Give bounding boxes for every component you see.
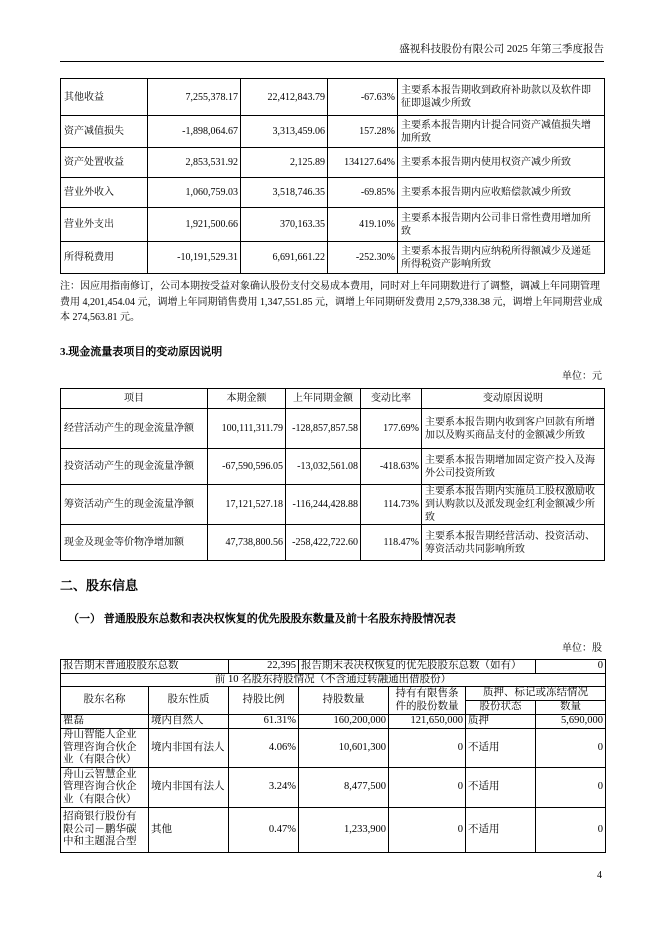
income-reason-cell: 主要系本报告期内应收赔偿款减少所致 bbox=[398, 178, 605, 208]
cashflow-item-cell: 经营活动产生的现金流量净额 bbox=[61, 409, 208, 449]
shareholder-name-cell: 招商银行股份有限公司－鹏华碳中和主题混合型 bbox=[61, 808, 149, 853]
income-item-cell: 所得税费用 bbox=[61, 242, 148, 274]
shareholder-unit-label: 单位：股 bbox=[562, 643, 602, 654]
shareholder-section-title: 二、股东信息 bbox=[60, 578, 139, 593]
income-row bbox=[61, 208, 605, 242]
income-current-cell: 1,921,500.66 bbox=[148, 208, 241, 242]
income-previous-cell: 22,412,843.79 bbox=[241, 79, 328, 116]
income-change-cell: -67.63% bbox=[328, 79, 398, 116]
shareholder-name-cell: 舟山云智慧企业管理咨询合伙企业（有限合伙） bbox=[61, 768, 149, 808]
shareholder-status-cell: 不适用 bbox=[466, 729, 536, 768]
pledge-header: 质押、标记或冻结情况 bbox=[466, 687, 606, 701]
shareholder-table-body bbox=[61, 660, 606, 853]
income-row bbox=[61, 242, 605, 274]
cashflow-change-cell: 177.69% bbox=[361, 409, 422, 449]
shareholder-row bbox=[61, 808, 606, 853]
income-current-cell: 1,060,759.03 bbox=[148, 178, 241, 208]
cashflow-change-table bbox=[60, 388, 605, 561]
income-change-cell: -69.85% bbox=[328, 178, 398, 208]
shareholder-nature-cell: 境内非国有法人 bbox=[149, 768, 229, 808]
shareholder-ratio-cell: 61.31% bbox=[229, 715, 299, 729]
cashflow-reason-cell: 主要系本报告期内实施员工股权激励收到认购款以及派发现金红利金额减少所致 bbox=[422, 485, 605, 525]
income-reason-cell: 主要系本报告期收到政府补助款以及软件即征即退减少所致 bbox=[398, 79, 605, 116]
cashflow-current-cell: 47,738,800.56 bbox=[208, 525, 286, 561]
common-holder-count-value: 22,395 bbox=[229, 660, 299, 674]
top10-title: 前 10 名股东持股情况（不含通过转融通出借股份） bbox=[61, 673, 606, 687]
cashflow-item-header: 项目 bbox=[61, 389, 208, 409]
adjustment-note: 注：因应用指南修订，公司本期按受益对象确认股份支付交易成本费用，同时对上年同期数进行了调整，调减上年同期管理费用 4,201,454.04 元，调增上年同期销售费用 1,347,551.85 元，调增上年同期研发费用 2,579,338.38 元，调增上年同期营业成本 274,563.81 元。 bbox=[60, 281, 603, 323]
cashflow-current-header: 本期金额 bbox=[208, 389, 286, 409]
shareholder-shares-cell: 160,200,000 bbox=[299, 715, 389, 729]
preferred-holder-count-value: 0 bbox=[536, 660, 606, 674]
shareholder-status-cell: 不适用 bbox=[466, 768, 536, 808]
report-header: 盛视科技股份有限公司 2025 年第三季度报告 bbox=[60, 43, 604, 62]
income-change-cell: 157.28% bbox=[328, 116, 398, 148]
shareholder-name-cell: 舟山智能人企业管理咨询合伙企业（有限合伙） bbox=[61, 729, 149, 768]
income-row bbox=[61, 148, 605, 178]
shareholder-quantity-cell: 0 bbox=[536, 729, 606, 768]
cashflow-current-cell: 17,121,527.18 bbox=[208, 485, 286, 525]
shareholder-status-cell: 不适用 bbox=[466, 808, 536, 853]
income-table-body bbox=[61, 79, 605, 274]
income-previous-cell: 2,125.89 bbox=[241, 148, 328, 178]
shareholder-row bbox=[61, 768, 606, 808]
cashflow-change-cell: 118.47% bbox=[361, 525, 422, 561]
income-row bbox=[61, 116, 605, 148]
income-current-cell: -1,898,064.67 bbox=[148, 116, 241, 148]
income-row bbox=[61, 79, 605, 116]
income-change-cell: -252.30% bbox=[328, 242, 398, 274]
income-previous-cell: 3,313,459.06 bbox=[241, 116, 328, 148]
income-reason-cell: 主要系本报告期内使用权资产减少所致 bbox=[398, 148, 605, 178]
cashflow-item-cell: 投资活动产生的现金流量净额 bbox=[61, 449, 208, 485]
income-row bbox=[61, 178, 605, 208]
cashflow-current-cell: -67,590,596.05 bbox=[208, 449, 286, 485]
shareholder-quantity-cell: 0 bbox=[536, 768, 606, 808]
income-change-cell: 134127.64% bbox=[328, 148, 398, 178]
shareholder-status-cell: 质押 bbox=[466, 715, 536, 729]
cashflow-unit-label: 单位：元 bbox=[562, 371, 602, 382]
income-item-cell: 资产减值损失 bbox=[61, 116, 148, 148]
ratio-header: 持股比例 bbox=[229, 687, 299, 715]
status-header: 股份状态 bbox=[466, 701, 536, 715]
cashflow-previous-cell: -13,032,561.08 bbox=[286, 449, 361, 485]
shareholder-ratio-cell: 3.24% bbox=[229, 768, 299, 808]
cashflow-reason-cell: 主要系本报告期经营活动、投资活动、筹资活动共同影响所致 bbox=[422, 525, 605, 561]
cashflow-table-body bbox=[61, 389, 605, 561]
shareholder-shares-cell: 1,233,900 bbox=[299, 808, 389, 853]
cashflow-reason-header: 变动原因说明 bbox=[422, 389, 605, 409]
income-current-cell: 2,853,531.92 bbox=[148, 148, 241, 178]
income-previous-cell: 370,163.35 bbox=[241, 208, 328, 242]
shareholder-row bbox=[61, 729, 606, 768]
cashflow-previous-cell: -128,857,857.58 bbox=[286, 409, 361, 449]
cashflow-change-cell: -418.63% bbox=[361, 449, 422, 485]
shares-header: 持股数量 bbox=[299, 687, 389, 715]
cashflow-row bbox=[61, 449, 605, 485]
shareholder-quantity-cell: 0 bbox=[536, 808, 606, 853]
cashflow-previous-header: 上年同期金额 bbox=[286, 389, 361, 409]
income-item-cell: 资产处置收益 bbox=[61, 148, 148, 178]
income-item-cell: 营业外支出 bbox=[61, 208, 148, 242]
shareholder-shares-cell: 8,477,500 bbox=[299, 768, 389, 808]
cashflow-current-cell: 100,111,311.79 bbox=[208, 409, 286, 449]
income-statement-change-table bbox=[60, 78, 605, 274]
cashflow-reason-cell: 主要系本报告期增加固定资产投入及海外公司投资所致 bbox=[422, 449, 605, 485]
cashflow-row bbox=[61, 485, 605, 525]
cashflow-change-header: 变动比率 bbox=[361, 389, 422, 409]
cashflow-item-cell: 现金及现金等价物净增加额 bbox=[61, 525, 208, 561]
cashflow-previous-cell: -258,422,722.60 bbox=[286, 525, 361, 561]
shareholder-restricted-cell: 0 bbox=[389, 808, 466, 853]
shareholder-restricted-cell: 0 bbox=[389, 729, 466, 768]
name-header: 股东名称 bbox=[61, 687, 149, 715]
shareholder-subheading: （一） 普通股股东总数和表决权恢复的优先股股东数量及前十名股东持股情况表 bbox=[68, 613, 456, 625]
shareholder-restricted-cell: 121,650,000 bbox=[389, 715, 466, 729]
top10-title-row bbox=[61, 673, 606, 687]
restricted-shares-header: 持有有限售条件的股份数量 bbox=[389, 687, 466, 715]
cashflow-item-cell: 筹资活动产生的现金流量净额 bbox=[61, 485, 208, 525]
preferred-holder-count-label: 报告期末表决权恢复的优先股股东总数（如有） bbox=[299, 660, 536, 674]
shareholder-table bbox=[60, 659, 606, 853]
shareholder-header-row bbox=[61, 687, 606, 701]
shareholder-nature-cell: 境内自然人 bbox=[149, 715, 229, 729]
shareholder-summary-row bbox=[61, 660, 606, 674]
cashflow-row bbox=[61, 525, 605, 561]
income-current-cell: -10,191,529.31 bbox=[148, 242, 241, 274]
cashflow-reason-cell: 主要系本报告期内收到客户回款有所增加以及购买商品支付的金额减少所致 bbox=[422, 409, 605, 449]
income-reason-cell: 主要系本报告期内公司非日常性费用增加所致 bbox=[398, 208, 605, 242]
nature-header: 股东性质 bbox=[149, 687, 229, 715]
quantity-header: 数量 bbox=[536, 701, 606, 715]
income-previous-cell: 3,518,746.35 bbox=[241, 178, 328, 208]
common-holder-count-label: 报告期末普通股股东总数 bbox=[61, 660, 229, 674]
income-reason-cell: 主要系本报告期内计提合同资产减值损失增加所致 bbox=[398, 116, 605, 148]
shareholder-name-cell: 瞿磊 bbox=[61, 715, 149, 729]
cashflow-previous-cell: -116,244,428.88 bbox=[286, 485, 361, 525]
income-reason-cell: 主要系本报告期内应纳税所得额减少及递延所得税资产影响所致 bbox=[398, 242, 605, 274]
shareholder-ratio-cell: 4.06% bbox=[229, 729, 299, 768]
shareholder-row bbox=[61, 715, 606, 729]
income-change-cell: 419.10% bbox=[328, 208, 398, 242]
cashflow-change-cell: 114.73% bbox=[361, 485, 422, 525]
page-number: 4 bbox=[597, 870, 602, 881]
income-previous-cell: 6,691,661.22 bbox=[241, 242, 328, 274]
income-item-cell: 营业外收入 bbox=[61, 178, 148, 208]
shareholder-ratio-cell: 0.47% bbox=[229, 808, 299, 853]
shareholder-shares-cell: 10,601,300 bbox=[299, 729, 389, 768]
income-current-cell: 7,255,378.17 bbox=[148, 79, 241, 116]
shareholder-restricted-cell: 0 bbox=[389, 768, 466, 808]
cashflow-header-row bbox=[61, 389, 605, 409]
shareholder-nature-cell: 其他 bbox=[149, 808, 229, 853]
shareholder-nature-cell: 境内非国有法人 bbox=[149, 729, 229, 768]
shareholder-quantity-cell: 5,690,000 bbox=[536, 715, 606, 729]
cashflow-section-heading: 3.现金流量表项目的变动原因说明 bbox=[60, 346, 223, 358]
cashflow-row bbox=[61, 409, 605, 449]
income-item-cell: 其他收益 bbox=[61, 79, 148, 116]
